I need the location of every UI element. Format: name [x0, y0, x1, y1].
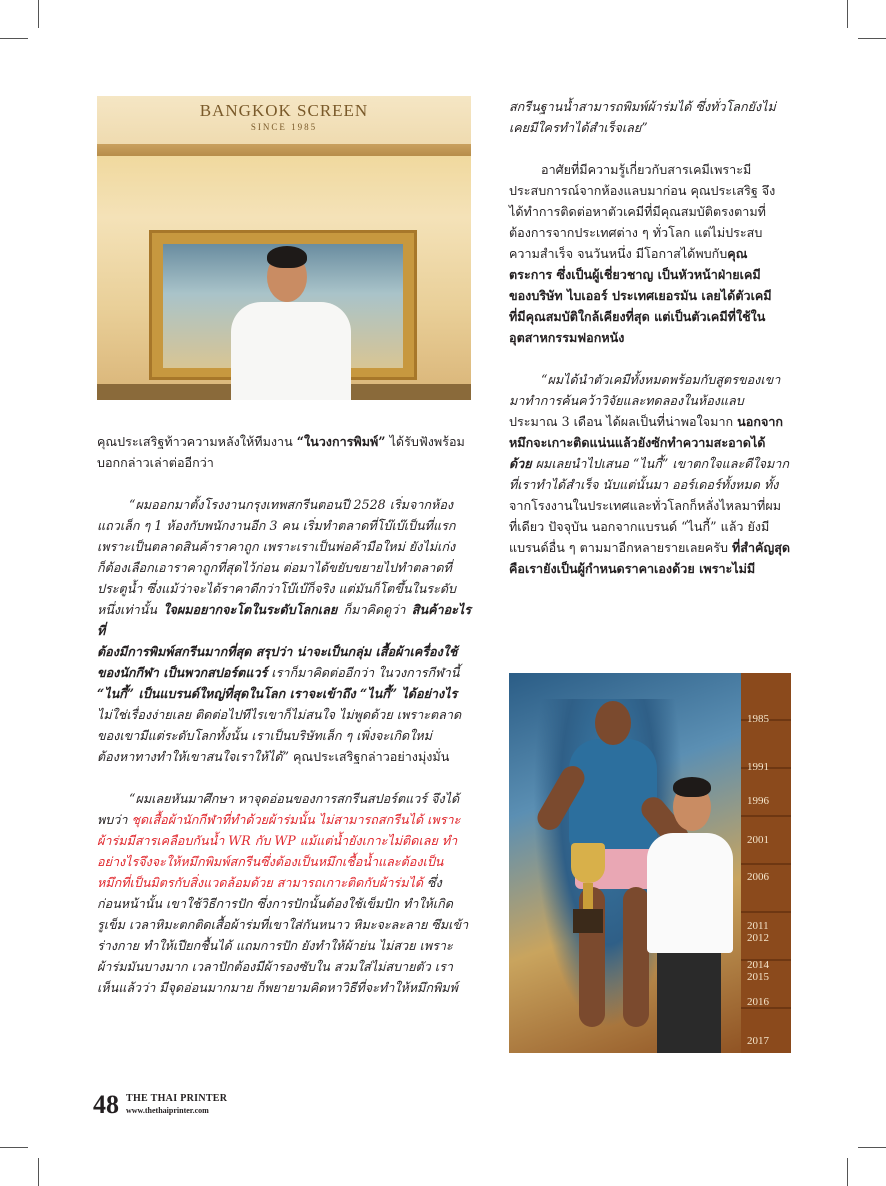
crop-mark [0, 1147, 28, 1148]
trophy-cup [571, 843, 605, 883]
year-label: 2017 [747, 1035, 769, 1047]
tennis-player-head [595, 701, 631, 745]
trophy-base [573, 909, 603, 933]
man-shirt [647, 833, 733, 953]
paragraph-chemistry: อาศัยที่มีความรู้เกี่ยวกับสารเคมีเพราะมี ประสบการณ์จากห้องแลบมาก่อน คุณประเสริฐ จึง ได้ทำการติดต่อหาตัวเคมีที่มีคุณสมบัติตรงตามที่ ต้องการจากประเทศต่าง ๆ ทั่วโลก แต่ไม่ประสบ ความสำเร็จ จนวันหนึ่ง มีโอกาสได้พบกับคุณ ตระการ ซึ่งเป็นผู้เชี่ยวชาญ เป็นหัวหน้าฝ่ายเคมี ของบริษัท ไบเออร์ ประเทศเยอรมัน เลยได้ตัวเคมี ที่มีคุณสมบัติใกล้เคียงที่สุด แต่เป็นตัวเคมีที่ใช้ใน อุตสาหกรรมฟอกหนัง [509, 162, 776, 345]
tennis-player-leg [623, 887, 649, 1027]
crop-mark [38, 0, 39, 28]
crop-mark [847, 0, 848, 28]
year-label: 2006 [747, 871, 769, 883]
crop-mark [847, 1158, 848, 1186]
year-label: 2012 [747, 932, 769, 944]
ceiling-beam [97, 144, 471, 156]
left-column [97, 431, 471, 998]
crop-mark [858, 38, 886, 39]
year-label: 1991 [747, 761, 769, 773]
year-label: 2011 [747, 920, 769, 932]
right-column [509, 96, 791, 579]
man-hair [673, 777, 711, 797]
photo-tennis-trophy [509, 673, 791, 1053]
paragraph-quote-2: “ผมเลยหันมาศึกษา หาจุดอ่อนของการสกรีนสปอร์ตแวร์ จึงได้ พบว่า ชุดเสื้อผ้านักกีฬาที่ทำด้วยผ้าร่มนั้น ไม่สามารถสกรีนได้ เพราะ ผ้าร่มมีสารเคลือบกันน้ำ WR กับ WP แม้แต่น้ำยังเกาะไม่ติดเลย ทำ อย่างไรจึงจะให้หมึกพิมพ์สกรีนซึ่งต้องเป็นหมึกเชื้อน้ำและต้องเป็น หมึกที่เป็นมิตรกับสิ่งแวดล้อมด้วย สามารถเกาะติดกับผ้าร่มได้ ซึ่ง ก่อนหน้านั้น เขาใช้วิธีการปัก ซึ่งการปักนั้นต้องใช้เข็มปัก ทำให้เกิด รูเข็ม เวลาหิมะตกติดเสื้อผ้าร่มที่เขาใส่กันหนาว หิมะจะละลาย ซึมเข้า ร่างกาย ทำให้เปียกชื้นได้ แถมการปัก ยังทำให้ผ้าย่น ไม่สวย เพราะ ผ้าร่มมันบางมาก เวลาปักต้องมีผ้ารองซับใน สวมใส่ไม่สบายตัว เรา เห็นแล้วว่า มีจุดอ่อนมากมาย ก็พยายามคิดหาวิธีที่จะทำให้หมึกพิมพ์ [97, 791, 469, 995]
magazine-name: THE THAI PRINTER [126, 1093, 228, 1104]
tennis-player-top [569, 739, 657, 849]
year-label: 2001 [747, 834, 769, 846]
paragraph-intro: คุณประเสริฐท้าวความหลังให้ทีมงาน “ในวงการพิมพ์” ได้รับฟังพร้อม บอกกล่าวเล่าต่ออีกว่า [97, 434, 465, 470]
man-pants [657, 953, 721, 1053]
paragraph-quote-1-end: สกรีนฐานน้ำสามารถพิมพ์ผ้าร่มได้ ซึ่งทั่วโลกยังไม่ เคยมีใครทำได้สำเร็จเลย” [509, 99, 776, 135]
year-label: 2015 [747, 971, 769, 983]
crop-mark [0, 38, 28, 39]
paragraph-quote-1: “ผมออกมาตั้งโรงงานกรุงเทพสกรีนตอนปี 2528 เริ่มจากห้อง แถวเล็ก ๆ 1 ห้องกับพนักงานอีก 3 คน เริ่มทำตลาดที่โบ๊เบ๊เป็นที่แรก เพราะเป็นตลาดสินค้าราคาถูก เพราะเราเป็นพ่อค้ามือใหม่ ยังไม่เก่ง ก็ต้องเลือกเอาราคาถูกที่สุดไว้ก่อน ต่อมาได้ขยับขยายไปทำตลาดที่ ประตูน้ำ ซึ่งแม้ว่าจะได้ราคาดีกว่าโบ๊เบ๊ก็จริง แต่มันก็โตขึ้นในระดับ หนึ่งเท่านั้น ใจผมอยากจะโตในระดับโลกเลย ก็มาคิดดูว่า สินค้าอะไรที่ ต้องมีการพิมพ์สกรีนมากที่สุด สรุปว่า น่าจะเป็นกลุ่ม เสื้อผ้าเครื่องใช้ ของนักกีฬา เป็นพวกสปอร์ตแวร์ เราก็มาคิดต่ออีกว่า ในวงการกีฬานี้ “ไนกี้” เป็นแบรนด์ใหญ่ที่สุดในโลก เราจะเข้าถึง “ไนกี้” ได้อย่างไร ไม่ใช่เรื่องง่ายเลย ติดต่อไปทีไรเขาก็ไม่สนใจ ไม่พูดด้วย เพราะตลาด ของเขามีแต่ระดับโลกทั้งนั้น เราเป็นบริษัทเล็ก ๆ เพิ่งจะเกิดใหม่ ต้องหาทางทำให้เขาสนใจเราให้ได้” คุณประเสริฐกล่าวอย่างมุ่งมั่น [97, 497, 471, 764]
sign-subtitle: SINCE 1985 [250, 122, 318, 132]
year-label: 2016 [747, 996, 769, 1008]
sign-title: BANGKOK SCREEN [199, 101, 369, 120]
trophy [565, 843, 611, 933]
person-shirt [231, 302, 351, 400]
trophy-stem [583, 883, 593, 911]
year-label: 1996 [747, 795, 769, 807]
crop-mark [38, 1158, 39, 1186]
photo-bangkok-screen-office [97, 96, 471, 400]
paragraph-quote-3: “ผมได้นำตัวเคมีทั้งหมดพร้อมกับสูตรของเขา มาทำการค้นคว้าวิจัยและทดลองในห้องแลบ ประมาณ 3 เดือน ได้ผลเป็นที่น่าพอใจมาก นอกจาก หมึกจะเกาะติดแน่นแล้วยังซักทำความสะอาดได้ ด้วย ผมเลยนำไปเสนอ “ไนกี้” เขาตกใจและดีใจมาก ที่เราทำได้สำเร็จ นับแต่นั้นมา ออร์เดอร์ทั้งหมด ทั้ง จากโรงงานในประเทศและทั่วโลกก็หลั่งไหลมาที่ผม ที่เดียว ปัจจุบัน นอกจากแบรนด์ “ไนกี้” แล้ว ยังมี แบรนด์อื่น ๆ ตามมาอีกหลายรายเลยครับ ที่สำคัญสุด คือเรายังเป็นผู้กำหนดราคาเองด้วย เพราะไม่มี [509, 372, 791, 576]
person-hair [267, 246, 307, 268]
year-label: 1985 [747, 713, 769, 725]
magazine-url[interactable]: www.thethaiprinter.com [126, 1106, 209, 1115]
year-label: 2014 [747, 959, 769, 971]
page-number: 48 [93, 1090, 119, 1119]
crop-mark [858, 1147, 886, 1148]
